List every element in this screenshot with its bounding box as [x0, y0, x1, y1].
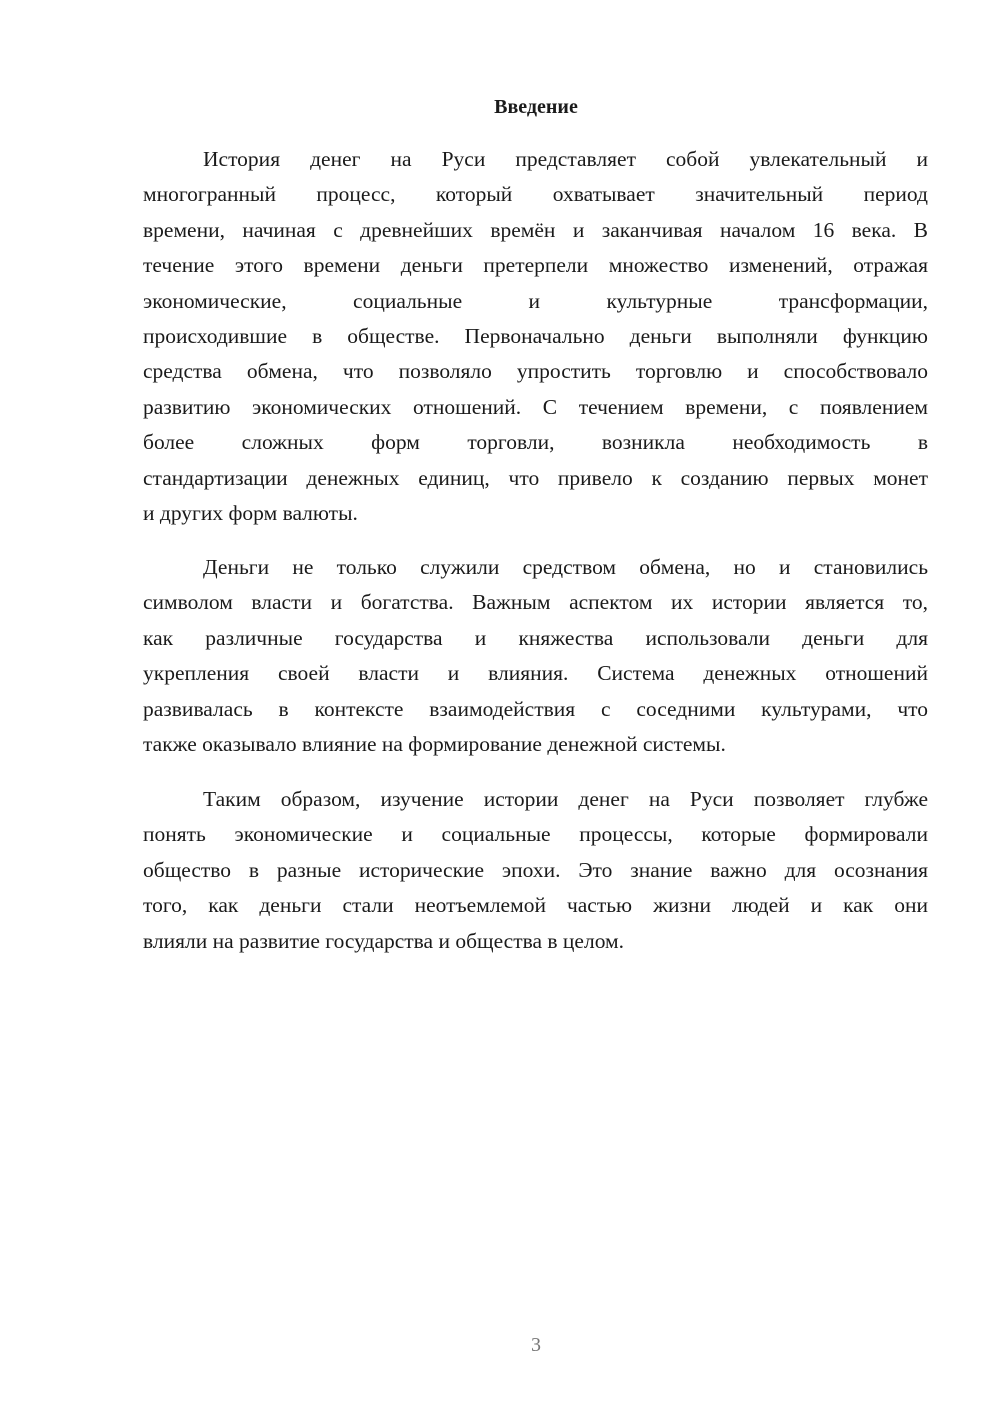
text-line: стандартизации денежных единиц, что привело к созданию первых монет [143, 465, 928, 490]
text-line: как различные государства и княжества использовали деньги для [143, 625, 928, 650]
text-line: развитию экономических отношений. С течением времени, с появлением [143, 394, 928, 419]
text-line: того, как деньги стали неотъемлемой частью жизни людей и как они [143, 893, 928, 918]
text-line: История денег на Руси представляет собой увлекательный и [203, 147, 928, 171]
text-line: влияли на развитие государства и общества в целом. [143, 928, 625, 953]
text-line: символом власти и богатства. Важным аспектом их истории является то, [143, 590, 928, 615]
text-line: Деньги не только служили средством обмена, но и становились [203, 555, 928, 579]
text-line: и других форм валюты. [143, 500, 358, 525]
page-number: 3 [531, 1334, 541, 1356]
text-line: времени, начиная с древнейших времён и заканчивая началом 16 века. В [143, 217, 928, 242]
paragraph-2 [143, 550, 928, 762]
text-line: средства обмена, что позволяло упростить торговлю и способствовало [143, 359, 928, 384]
text-line: более сложных форм торговли, возникла необходимость в [143, 430, 928, 455]
text-line: понять экономические и социальные процессы, которые формировали [143, 822, 928, 847]
text-line: укрепления своей власти и влияния. Система денежных отношений [143, 661, 928, 686]
paragraph-3 [143, 782, 928, 959]
text-line: также оказывало влияние на формирование денежной системы. [143, 731, 726, 756]
text-line: экономические, социальные и культурные трансформации, [143, 288, 928, 313]
paragraph-1 [143, 142, 928, 531]
text-line: течение этого времени деньги претерпели множество изменений, отражая [143, 253, 928, 278]
text-line: многогранный процесс, который охватывает значительный период [143, 182, 928, 207]
text-line: развивалась в контексте взаимодействия с соседними культурами, что [143, 696, 928, 721]
text-line: Таким образом, изучение истории денег на Руси позволяет глубже [203, 787, 928, 811]
text-line: общество в разные исторические эпохи. Это знание важно для осознания [143, 857, 928, 882]
text-line: происходившие в обществе. Первоначально деньги выполняли функцию [143, 323, 928, 348]
page-title: Введение [494, 96, 578, 118]
